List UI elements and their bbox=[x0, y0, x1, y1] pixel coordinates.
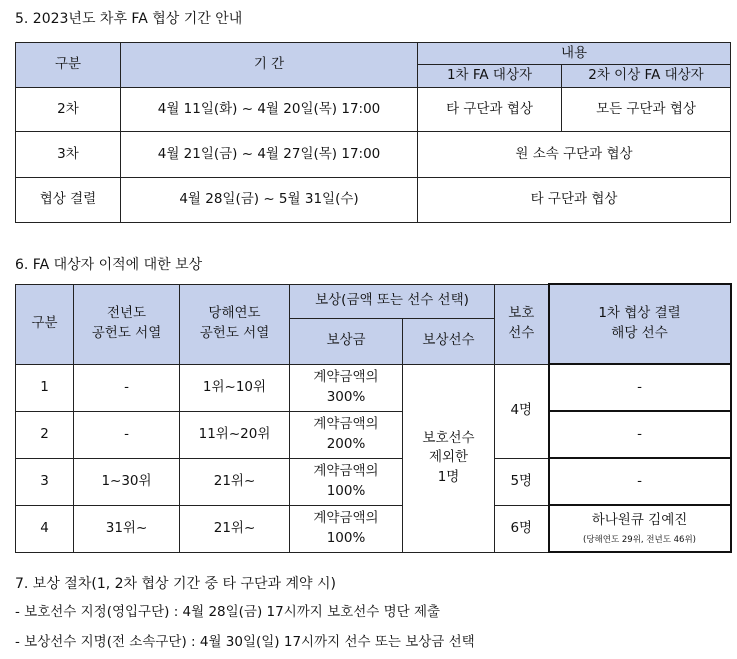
row-prev: - bbox=[74, 411, 180, 458]
table-row bbox=[16, 132, 731, 178]
row-no: 4 bbox=[16, 505, 74, 552]
row-no: 2 bbox=[16, 411, 74, 458]
row-money-line2: 200% bbox=[326, 435, 366, 452]
row-money-line1: 계약금액의 bbox=[313, 462, 379, 479]
row-period: 4월 28일(금) ~ 5월 31일(수) bbox=[121, 178, 418, 223]
row-money-line2: 300% bbox=[326, 388, 366, 405]
header-category: 구분 bbox=[16, 284, 74, 364]
row-prev: 1~30위 bbox=[74, 458, 180, 505]
row-first-fa: 타 구단과 협상 bbox=[418, 88, 562, 132]
table-row bbox=[16, 88, 731, 132]
header-second-fa: 2차 이상 FA 대상자 bbox=[562, 65, 731, 88]
row-cur: 21위~ bbox=[180, 505, 290, 552]
header-protected-line2: 선수 bbox=[508, 325, 535, 341]
header-period: 기 간 bbox=[121, 43, 418, 88]
row-category: 3차 bbox=[16, 132, 121, 178]
row-money bbox=[290, 411, 403, 458]
row-failed: - bbox=[549, 411, 731, 458]
row-money-line1: 계약금액의 bbox=[313, 368, 379, 385]
comp-player-line1: 보호선수 bbox=[422, 429, 475, 446]
row-category: 협상 결렬 bbox=[16, 178, 121, 223]
header-cur-year-line1: 당해연도 bbox=[208, 305, 261, 322]
table-row bbox=[16, 364, 731, 411]
header-cur-year-line2: 공헌도 서열 bbox=[199, 325, 270, 341]
comp-player-line2: 제외한 bbox=[428, 449, 469, 466]
header-prev-year-line1: 전년도 bbox=[106, 305, 147, 322]
row-no: 1 bbox=[16, 364, 74, 411]
comp-player-merged bbox=[403, 364, 495, 552]
header-comp-player: 보상선수 bbox=[403, 318, 495, 364]
protected-count: 4명 bbox=[495, 364, 549, 458]
table-row bbox=[16, 505, 731, 552]
header-cur-year bbox=[180, 284, 290, 364]
header-first-fa: 1차 FA 대상자 bbox=[418, 65, 562, 88]
header-prev-year bbox=[74, 284, 180, 364]
procedure-item: - 보호선수 지정(영입구단) : 4월 28일(금) 17시까지 보호선수 명단 제출 bbox=[15, 604, 441, 620]
row-prev: 31위~ bbox=[74, 505, 180, 552]
row-cur: 1위~10위 bbox=[180, 364, 290, 411]
comp-player-line3: 1명 bbox=[437, 468, 460, 485]
row-money bbox=[290, 458, 403, 505]
row-no: 3 bbox=[16, 458, 74, 505]
failed-player-name: 하나원큐 김예진 bbox=[591, 512, 688, 529]
row-failed: - bbox=[549, 364, 731, 411]
row-cur: 11위~20위 bbox=[180, 411, 290, 458]
row-failed: - bbox=[549, 458, 731, 505]
section-7-title: 7. 보상 절차(1, 2차 협상 기간 중 타 구단과 계약 시) bbox=[15, 576, 336, 592]
protected-count: 6명 bbox=[495, 505, 549, 552]
row-period: 4월 11일(화) ~ 4월 20일(목) 17:00 bbox=[121, 88, 418, 132]
header-compensation: 보상(금액 또는 선수 선택) bbox=[290, 284, 495, 318]
procedure-item: - 보상선수 지명(전 소속구단) : 4월 30일(일) 17시까지 선수 또는 보상금 선택 bbox=[15, 634, 475, 650]
header-prev-year-line2: 공헌도 서열 bbox=[91, 325, 162, 341]
row-second-fa: 모든 구단과 협상 bbox=[562, 88, 731, 132]
row-money-line1: 계약금액의 bbox=[313, 415, 379, 432]
row-money bbox=[290, 364, 403, 411]
row-content: 타 구단과 협상 bbox=[418, 178, 731, 223]
header-protected-line1: 보호 bbox=[508, 305, 535, 322]
section-5-title: 5. 2023년도 차후 FA 협상 기간 안내 bbox=[15, 11, 243, 27]
failed-player-note: (당해연도 29위, 전년도 46위) bbox=[583, 534, 696, 545]
header-failed-line2: 해당 선수 bbox=[611, 325, 668, 341]
table-row bbox=[16, 458, 731, 505]
row-money-line2: 100% bbox=[326, 482, 366, 499]
row-prev: - bbox=[74, 364, 180, 411]
row-money-line2: 100% bbox=[326, 529, 366, 546]
row-category: 2차 bbox=[16, 88, 121, 132]
protected-count: 5명 bbox=[495, 458, 549, 505]
row-period: 4월 21일(금) ~ 4월 27일(목) 17:00 bbox=[121, 132, 418, 178]
fa-negotiation-period-table bbox=[15, 42, 731, 223]
row-content: 원 소속 구단과 협상 bbox=[418, 132, 731, 178]
header-category: 구분 bbox=[16, 43, 121, 88]
header-failed-line1: 1차 협상 결렬 bbox=[598, 305, 681, 322]
row-money-line1: 계약금액의 bbox=[313, 509, 379, 526]
row-failed bbox=[549, 505, 731, 552]
header-failed-player bbox=[549, 284, 731, 364]
section-6-title: 6. FA 대상자 이적에 대한 보상 bbox=[15, 257, 203, 273]
row-money bbox=[290, 505, 403, 552]
header-content: 내용 bbox=[418, 43, 731, 65]
header-comp-money: 보상금 bbox=[290, 318, 403, 364]
fa-compensation-table bbox=[15, 283, 732, 553]
table-row bbox=[16, 178, 731, 223]
row-cur: 21위~ bbox=[180, 458, 290, 505]
table-row bbox=[16, 411, 731, 458]
header-protected bbox=[495, 284, 549, 364]
